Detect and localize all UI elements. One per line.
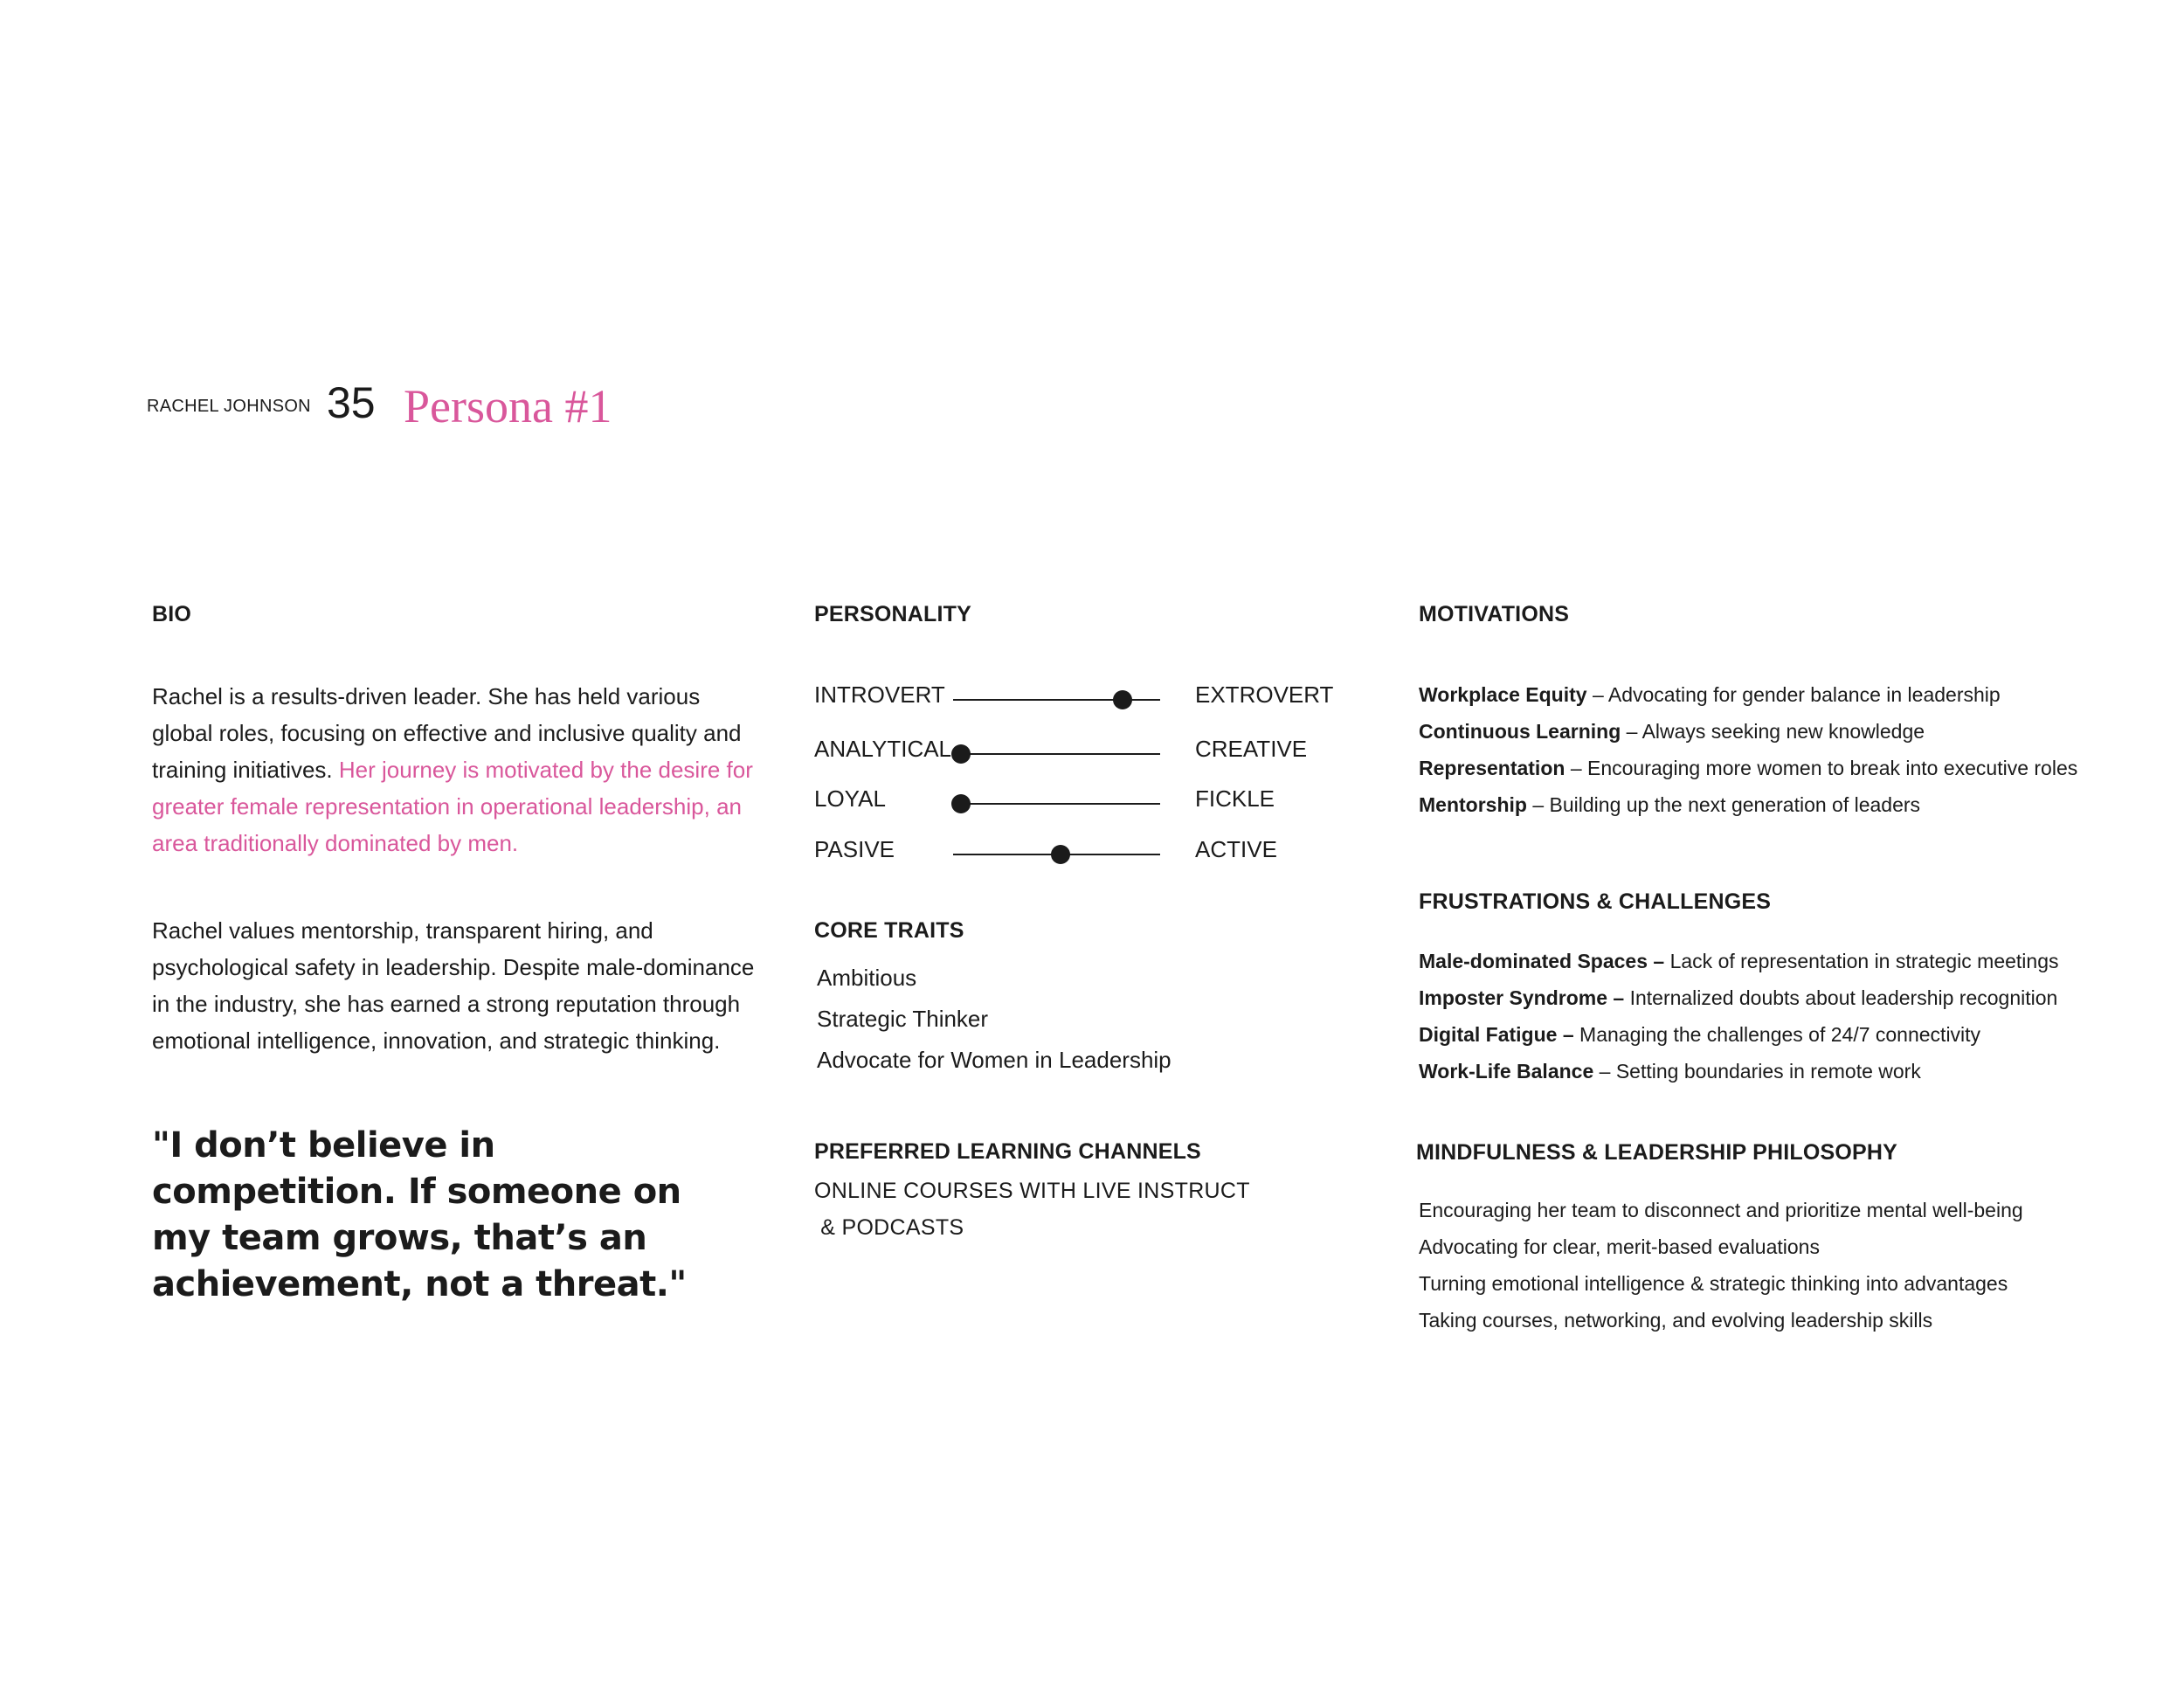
item-text: – Building up the next generation of leaders — [1526, 793, 1921, 816]
frustrations-heading: FRUSTRATIONS & CHALLENGES — [1419, 889, 1772, 914]
item-title: Male-dominated Spaces – — [1419, 950, 1665, 972]
trait-right-label: FICKLE — [1195, 785, 1275, 812]
item-text: – Encouraging more women to break into executive roles — [1565, 757, 2078, 779]
trait-right-label: EXTROVERT — [1195, 681, 1334, 708]
philosophy-item: Advocating for clear, merit-based evaluations — [1419, 1235, 1820, 1258]
item-text: Internalized doubts about leadership recognition — [1624, 986, 2058, 1009]
motivation-item — [1419, 713, 2170, 750]
bio-paragraph-1 — [152, 678, 764, 861]
learning-line: ONLINE COURSES WITH LIVE INSTRUCT — [814, 1179, 1250, 1203]
core-traits-heading: CORE TRAITS — [814, 918, 964, 943]
philosophy-item: Turning emotional intelligence & strategic thinking into advantages — [1419, 1272, 2008, 1295]
trait-left-label: ANALYTICAL — [814, 736, 952, 762]
trait-slider-track — [953, 753, 1160, 755]
item-text: – Setting boundaries in remote work — [1593, 1060, 1921, 1083]
core-trait: Strategic Thinker — [817, 1006, 989, 1032]
learning-heading: PREFERRED LEARNING CHANNELS — [814, 1139, 1201, 1164]
trait-row-loyal — [814, 785, 1338, 820]
bio-heading: BIO — [152, 602, 192, 626]
bio-highlight: Her journey is motivated by the desire for greater female representation in operational leadership, an area traditionally dominated by men. — [152, 757, 753, 856]
bio-text: Rachel is a results-driven leader. She has held various global roles, focusing on effective and inclusive quality and training initiatives. — [152, 683, 742, 783]
frustrations-list — [1419, 943, 2170, 1090]
trait-slider-knob — [1051, 845, 1070, 864]
trait-slider-track — [953, 854, 1160, 855]
item-text: – Advocating for gender balance in leadership — [1586, 683, 2001, 706]
persona-label: Persona #1 — [404, 380, 612, 432]
trait-left-label: LOYAL — [814, 785, 886, 812]
motivation-item — [1419, 750, 2170, 786]
item-title: Representation — [1419, 757, 1565, 779]
core-trait: Ambitious — [817, 965, 917, 991]
frustration-item — [1419, 979, 2170, 1016]
trait-right-label: ACTIVE — [1195, 836, 1277, 862]
trait-left-label: INTROVERT — [814, 681, 945, 708]
personality-heading: PERSONALITY — [814, 602, 971, 626]
core-traits-list — [817, 958, 1171, 1081]
trait-row-analytical — [814, 736, 1338, 771]
motivations-heading: MOTIVATIONS — [1419, 602, 1570, 626]
item-title: Workplace Equity — [1419, 683, 1587, 706]
item-text: Managing the challenges of 24/7 connectivity — [1573, 1023, 1981, 1046]
item-title: Digital Fatigue – — [1419, 1023, 1574, 1046]
philosophy-heading: MINDFULNESS & LEADERSHIP PHILOSOPHY — [1416, 1140, 1898, 1165]
trait-slider-knob — [1113, 690, 1132, 709]
trait-slider-track — [953, 699, 1160, 701]
motivation-item — [1419, 676, 2170, 713]
learning-line: & PODCASTS — [814, 1215, 964, 1240]
core-trait: Advocate for Women in Leadership — [817, 1047, 1171, 1073]
trait-left-label: PASIVE — [814, 836, 895, 862]
trait-right-label: CREATIVE — [1195, 736, 1308, 762]
motivation-item — [1419, 786, 2170, 823]
trait-slider-knob — [951, 744, 971, 764]
item-title: Mentorship — [1419, 793, 1527, 816]
motivations-list — [1419, 676, 2170, 823]
frustration-item — [1419, 1053, 2170, 1090]
philosophy-list — [1419, 1192, 2170, 1339]
trait-row-introvert — [814, 681, 1338, 716]
frustration-item — [1419, 943, 2170, 979]
trait-row-pasive — [814, 836, 1338, 871]
item-title: Work-Life Balance — [1419, 1060, 1594, 1083]
learning-channels — [814, 1173, 1250, 1246]
trait-slider-track — [953, 803, 1160, 805]
bio-paragraph-2: Rachel values mentorship, transparent hiring, and psychological safety in leadership. Despite male-dominance in the industry, she has earned a strong reputation through emotional intelligence, innovation, and strategic thinking. — [152, 917, 755, 1054]
philosophy-item: Encouraging her team to disconnect and prioritize mental well-being — [1419, 1199, 2023, 1221]
item-text: Lack of representation in strategic meetings — [1664, 950, 2059, 972]
item-title: Imposter Syndrome – — [1419, 986, 1625, 1009]
persona-quote: "I don’t believe in competition. If someone on my team grows, that’s an achievement, not a threat." — [152, 1125, 687, 1304]
philosophy-item: Taking courses, networking, and evolving leadership skills — [1419, 1309, 1933, 1332]
frustration-item — [1419, 1016, 2170, 1053]
trait-slider-knob — [951, 794, 971, 813]
persona-name: RACHEL JOHNSON — [147, 397, 311, 416]
item-text: – Always seeking new knowledge — [1621, 720, 1925, 743]
item-title: Continuous Learning — [1419, 720, 1621, 743]
persona-age: 35 — [327, 378, 376, 427]
